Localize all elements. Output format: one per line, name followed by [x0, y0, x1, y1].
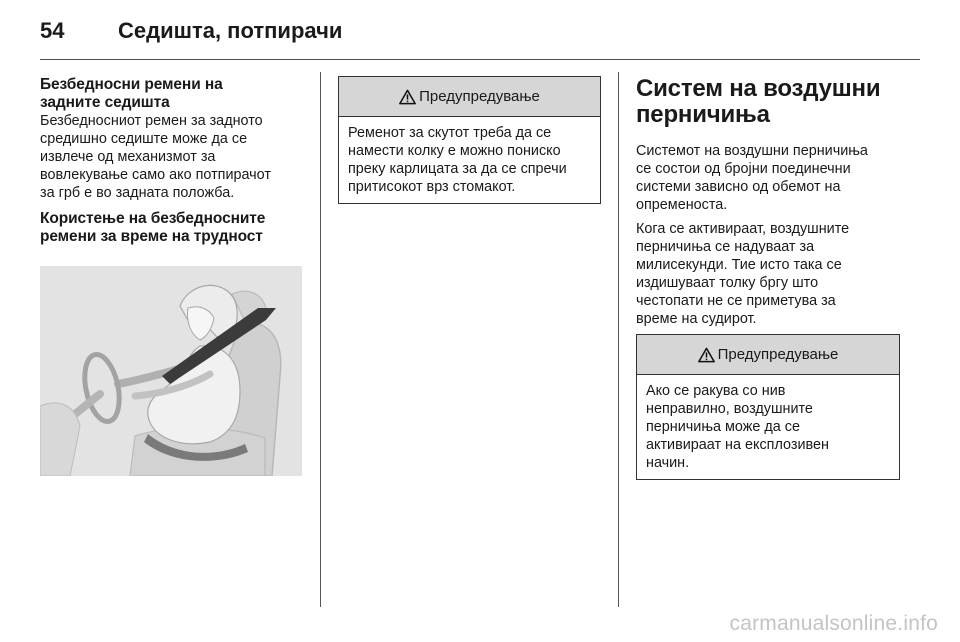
warning-box-pregnancy	[338, 76, 601, 204]
column-divider-left	[320, 72, 321, 607]
text-line: Ако се ракува со нив	[646, 383, 786, 399]
heading-pregnancy	[40, 210, 302, 246]
text-line: Ременот за скутот треба да се	[348, 125, 552, 141]
pregnancy-seatbelt-illustration	[40, 266, 302, 476]
heading-airbag-system	[636, 76, 904, 128]
page-number: 54	[40, 18, 65, 43]
heading-line: Систем на воздушни	[636, 75, 881, 102]
warning-body	[339, 117, 600, 206]
warning-box-airbag	[636, 334, 900, 480]
heading-line: Користење на безбедносните	[40, 210, 266, 227]
text-line: неправилно, воздушните	[646, 401, 813, 417]
heading-line: задните седишта	[40, 94, 170, 111]
column-right	[636, 76, 904, 328]
text-line: милисекунди. Тие исто така се	[636, 257, 842, 273]
page-header	[40, 14, 920, 60]
heading-rear-belts	[40, 76, 302, 112]
warning-triangle-icon	[698, 347, 715, 363]
text-line: активираат на експлозивен	[646, 437, 829, 453]
heading-line: Безбедносни ремени на	[40, 76, 223, 93]
warning-header	[339, 77, 600, 117]
text-line: системи зависно од обемот на	[636, 179, 841, 195]
text-line: честопати не се приметува за	[636, 293, 836, 309]
warning-title: Предупредување	[419, 88, 540, 105]
warning-header	[637, 335, 899, 375]
text-line: за грб е во задната положба.	[40, 185, 235, 201]
text-line: вовлекување само ако потпирачот	[40, 167, 271, 183]
text-line: се состои од бројни поединечни	[636, 161, 851, 177]
warning-title: Предупредување	[717, 346, 839, 363]
text-line: средишно седиште може да се	[40, 131, 248, 147]
heading-line: перничиња	[636, 101, 770, 128]
text-line: притисокот врз стомакот.	[348, 179, 516, 195]
watermark-text: carmanualsonline.info	[729, 612, 938, 635]
column-divider-right	[618, 72, 619, 607]
text-line: перничиња може да се	[646, 419, 800, 435]
text-line: преку карлицата за да се спречи	[348, 161, 567, 177]
text-line: Системот на воздушни перничиња	[636, 143, 868, 159]
text-line: начин.	[646, 455, 690, 471]
text-line: намести колку е можно пониско	[348, 143, 561, 159]
text-line: опременоста.	[636, 197, 728, 213]
text-line: издишуваат толку бргу што	[636, 275, 819, 291]
text-line: перничиња се надуваат за	[636, 239, 815, 255]
text-line: време на судирот.	[636, 311, 757, 327]
paragraph-airbag-activation	[636, 220, 904, 328]
text-line: извлече од механизмот за	[40, 149, 216, 165]
warning-body	[637, 375, 899, 482]
text-line: Кога се активираат, воздушните	[636, 221, 850, 237]
heading-line: ремени за време на трудност	[40, 228, 263, 245]
text-line: Безбедносниот ремен за задното	[40, 113, 263, 129]
page-title: Седишта, потпирачи	[118, 18, 343, 43]
paragraph-rear-belts	[40, 112, 302, 202]
paragraph-airbag-components	[636, 142, 904, 214]
warning-triangle-icon	[399, 89, 416, 105]
column-left	[40, 76, 302, 246]
